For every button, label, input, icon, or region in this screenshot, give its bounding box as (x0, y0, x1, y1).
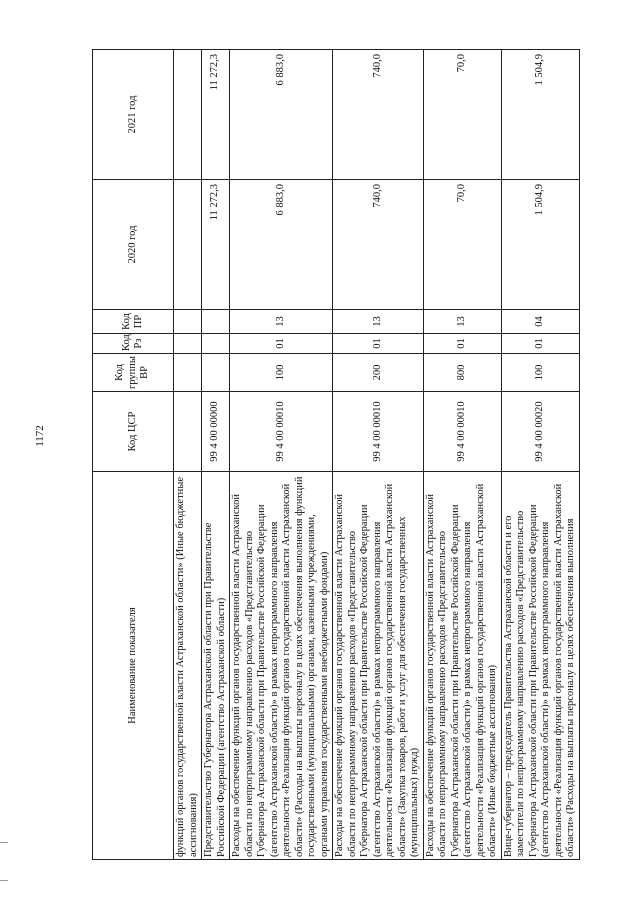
header-name: Наименование показателя (93, 472, 174, 860)
table-row (333, 50, 424, 860)
table-row (423, 50, 501, 860)
cell-2020: 6 883,0 (230, 180, 333, 310)
cell-rz (202, 334, 230, 354)
header-vr: Код группы ВР (93, 354, 174, 392)
cell-2021: 70,0 (423, 50, 501, 180)
cell-name: функций органов государственной власти Астраханской области» (Иные бюджетные ассигнования) (174, 472, 202, 860)
table-header-row (93, 50, 174, 860)
cell-name: Представительство Губернатора Астраханской области при Правительстве Российской Федерации (агентство Астраханской области) (202, 472, 230, 860)
cell-2021: 1 504,9 (501, 50, 579, 180)
cell-rz: 01 (230, 334, 333, 354)
cell-rz: 01 (501, 334, 579, 354)
cell-2021: 11 272,3 (202, 50, 230, 180)
cell-2020 (174, 180, 202, 310)
cell-2020: 11 272,3 (202, 180, 230, 310)
header-csr: Код ЦСР (93, 392, 174, 472)
cell-vr: 200 (333, 354, 424, 392)
cell-vr: 100 (501, 354, 579, 392)
header-2020: 2020 год (93, 180, 174, 310)
cell-pr (174, 310, 202, 334)
table-row (501, 50, 579, 860)
page-number: 1172 (34, 425, 46, 447)
cell-name: Расходы на обеспечение функций органов государственной власти Астраханской области по непрограммному направлению расходов «Представительство Губернатора Астраханской области при Правительстве Российской Федерации (агентство Астраханской области)» в рамках непрограммного направления деятельности «Реализация функций органов государственной власти Астраханской области» (Расходы на выплаты персоналу в целях обеспечения выполнения функций государственными (муниципальными) органами, казенными учреждениями, органами управления государственными внебюджетными фондами) (230, 472, 333, 860)
scan-edge-mark (0, 842, 8, 843)
cell-rz (174, 334, 202, 354)
cell-csr: 99 4 00 00010 (230, 392, 333, 472)
cell-pr (202, 310, 230, 334)
cell-pr: 13 (230, 310, 333, 334)
cell-csr (174, 392, 202, 472)
table-row (230, 50, 333, 860)
header-rz: Код Рз (93, 334, 174, 354)
cell-name: Расходы на обеспечение функций органов государственной власти Астраханской области по непрограммному направлению расходов «Представительство Губернатора Астраханской области при Правительстве Российской Федерации (агентство Астраханской области)» в рамках непрограммного направления деятельности «Реализация функций органов государственной власти Астраханской области» (Иные бюджетные ассигнования) (423, 472, 501, 860)
cell-2020: 70,0 (423, 180, 501, 310)
cell-vr (202, 354, 230, 392)
cell-vr (174, 354, 202, 392)
header-pr: Код ПР (93, 310, 174, 334)
cell-2021: 740,0 (333, 50, 424, 180)
table-row (202, 50, 230, 860)
cell-csr: 99 4 00 00010 (423, 392, 501, 472)
cell-vr: 800 (423, 354, 501, 392)
budget-table (92, 49, 580, 860)
cell-name: Вице-губернатор – председатель Правительства Астраханской области и его заместители по непрограммному направлению расходов «Представительство Губернатора Астраханской области при Правительстве Российской Федерации (агентство Астраханской области)» в рамках непрограммного направления деятельности «Реализация функций органов государственной власти Астраханской области» (Расходы на выплаты персоналу в целях обеспечения выполнения (501, 472, 579, 860)
cell-rz: 01 (423, 334, 501, 354)
cell-csr: 99 4 00 00000 (202, 392, 230, 472)
header-2021: 2021 год (93, 50, 174, 180)
cell-pr: 13 (423, 310, 501, 334)
cell-name: Расходы на обеспечение функций органов государственной власти Астраханской области по непрограммному направлению расходов «Представительство Губернатора Астраханской области при Правительстве Российской Федерации (агентство Астраханской области)» в рамках непрограммного направления деятельности «Реализация функций органов государственной власти Астраханской области» (Закупка товаров, работ и услуг для обеспечения государственных (муниципальных) нужд) (333, 472, 424, 860)
rotated-table-container (92, 50, 607, 860)
cell-csr: 99 4 00 00010 (333, 392, 424, 472)
cell-2020: 1 504,9 (501, 180, 579, 310)
cell-2020: 740,0 (333, 180, 424, 310)
scan-edge-mark (0, 880, 8, 881)
cell-pr: 04 (501, 310, 579, 334)
cell-vr: 100 (230, 354, 333, 392)
cell-csr: 99 4 00 00020 (501, 392, 579, 472)
cell-2021 (174, 50, 202, 180)
cell-2021: 6 883,0 (230, 50, 333, 180)
cell-pr: 13 (333, 310, 424, 334)
cell-rz: 01 (333, 334, 424, 354)
table-row (174, 50, 202, 860)
